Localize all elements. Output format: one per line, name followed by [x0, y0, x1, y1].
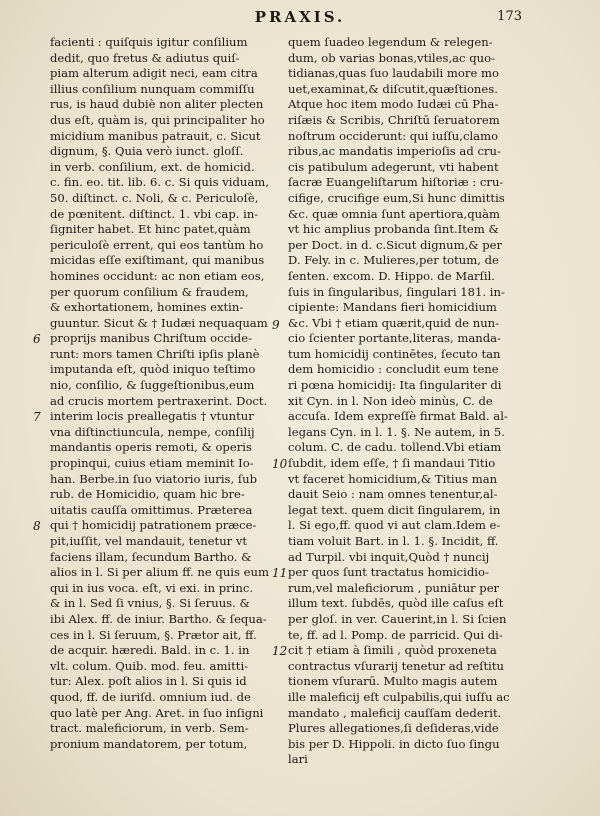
text-line: l. Si ego,ff. quod vi aut clam.Idem e-: [288, 518, 501, 533]
text-line: legat text. quem dicit ſingularem, in: [288, 502, 501, 517]
text-line: tidianas,quas ſuo laudabili more mo: [288, 66, 499, 81]
text-line: te, ff. ad l. Pomp. de parricid. Qui di-: [288, 627, 503, 642]
right-column: [288, 35, 520, 768]
margin-number-9: 9: [272, 318, 280, 332]
text-line: riſæis & Scribis, Chriſtū ſeruatorem: [288, 112, 500, 127]
text-line: cipiente: Mandans fieri homicidium: [288, 300, 497, 315]
margin-number-10: 10: [272, 457, 288, 471]
text-line: vt faceret homicidium,& Titius man: [288, 471, 498, 486]
text-line: per gloſ. in ver. Cauerint,in l. Si ſcien: [288, 611, 507, 626]
text-line: illius conſilium nunquam commiſſu: [50, 81, 255, 96]
text-line: ribus,ac mandatis imperioſis ad cru-: [288, 144, 501, 159]
margin-number-12: 12: [272, 644, 288, 658]
text-line: qui † homicidij patrationem præce-: [50, 518, 257, 533]
text-line: ſenten. excom. D. Hippo. de Marſil.: [288, 268, 495, 283]
text-line: qui in ius voca. eſt, vi exi. in princ.: [50, 580, 254, 595]
text-line: imputanda eſt, quòd iniquo teſtimo: [50, 362, 256, 377]
text-line: proprijs manibus Chriſtum occide-: [50, 331, 253, 346]
text-line: noſtrum occiderunt: qui iuſſu,clamo: [288, 128, 499, 143]
page-number: 173: [497, 9, 522, 24]
text-line: bis per D. Hippoli. in dicto ſuo ſingu: [288, 736, 500, 751]
text-line: ſuis in ſingularibus, ſingulari 181. in-: [288, 284, 505, 299]
text-line: mandato , maleficij cauſſam dederit.: [288, 705, 502, 720]
text-line: periculoſè errent, qui eos tantùm ho: [50, 237, 264, 252]
text-line: per quos ſunt tractatus homicidio-: [288, 565, 489, 580]
text-line: uitatis cauſſa omittimus. Præterea: [50, 502, 253, 517]
text-line: tiam voluit Bart. in l. 1. §. Incidit, ff.: [288, 534, 499, 548]
text-line: rum,vel maleficiorum , puniātur per: [288, 580, 500, 595]
text-line: legans Cyn. in l. 1. §. Ne autem, in 5.: [288, 424, 505, 439]
text-line: D. Fely. in c. Mulieres,per totum, de: [288, 253, 499, 268]
text-line: micidas eſſe exiſtimant, qui manibus: [50, 253, 265, 268]
text-line: & exhortationem, homines extin-: [50, 300, 244, 315]
text-line: dauit Seio : nam omnes tenentur,al-: [288, 487, 498, 502]
text-line: c. fin. eo. tit. lib. 6. c. Si quis viduam,: [50, 175, 269, 190]
text-line: ri pœna homicidij: Ita ſingulariter di: [288, 378, 502, 393]
text-line: rub. de Homicidio, quam hic bre-: [50, 487, 245, 502]
text-line: quo latè per Ang. Aret. in ſuo inſigni: [50, 705, 264, 720]
text-line: dem homicidio : concludit eum tene: [288, 362, 499, 377]
text-line: facienti : quiſquis igitur conſilium: [50, 35, 248, 49]
text-line: pit,iuſſit, vel mandauit, tenetur vt: [50, 534, 248, 548]
text-line: homines occidunt: ac non etiam eos,: [50, 268, 265, 283]
text-line: uet,examinat,& diſcutit,quæſtiones.: [288, 81, 498, 96]
text-line: interim locis preallegatis † vtuntur: [50, 409, 254, 424]
margin-number-6: 6: [33, 332, 41, 346]
text-line: quem ſuadeo legendum & relegen-: [288, 35, 493, 49]
text-line: nio, conſilio, & ſuggeſtionibus,eum: [50, 378, 255, 393]
text-line: tur: Alex. poſt alios in l. Si quis id: [50, 674, 247, 689]
text-line: lari: [288, 752, 308, 767]
text-line: contractus vſurarij tenetur ad reſtitu: [288, 658, 505, 673]
text-line: cifige, crucifige eum,Si hunc dimittis: [288, 190, 505, 205]
text-line: dedit, quo fretus & adiutus quiſ-: [50, 50, 240, 65]
text-line: cis patibulum adegerunt, vti habent: [288, 159, 499, 174]
text-line: ibi Alex. ff. de iniur. Bartho. & ſequa-: [50, 611, 267, 626]
text-line: colum. C. de cadu. tollend.Vbi etiam: [288, 440, 502, 455]
margin-number-7: 7: [33, 410, 41, 424]
text-line: tract. maleficiorum, in verb. Sem-: [50, 721, 249, 736]
text-line: ad Turpil. vbi inquit,Quòd † nunciј: [288, 549, 490, 564]
text-line: &c. Vbi † etiam quærit,quid de nun-: [288, 315, 500, 330]
text-line: ſacræ Euangeliſtarum hiſtoriæ : cru-: [288, 175, 504, 190]
running-head: PRAXIS.: [254, 8, 346, 26]
text-line: runt: mors tamen Chriſti ipſis planè: [50, 346, 260, 361]
text-line: ces in l. Si ſeruum, §. Prætor ait, ff.: [50, 627, 257, 642]
text-line: piam alterum adigit neci, eam citra: [50, 66, 258, 81]
text-line: faciens illam, ſecundum Bartho. &: [50, 549, 252, 564]
text-line: per quorum conſilium & fraudem,: [50, 284, 249, 299]
text-line: xit Cyn. in l. Non ideò minùs, C. de: [288, 393, 493, 408]
left-column: [50, 35, 282, 752]
text-line: vlt. colum. Quib. mod. feu. amitti-: [50, 658, 249, 673]
text-line: dignum, §. Quia verò iunct. gloſſ.: [50, 144, 244, 159]
text-line: ad crucis mortem pertraxerint. Doct.: [50, 393, 268, 408]
text-line: ille maleficij eſt culpabilis,qui iuſſu ac: [288, 689, 510, 704]
text-line: mandantis operis remoti, & operis: [50, 440, 252, 455]
text-line: guuntur. Sicut & † Iudæi nequaquam: [50, 315, 268, 330]
text-line: ſubdit, idem eſſe, † ſi mandaui Titio: [288, 456, 496, 471]
text-line: propinqui, cuius etiam meminit Io-: [50, 456, 254, 471]
text-line: Plures allegationes,ſi deſideras,vide: [288, 721, 499, 736]
text-line: quod, ff. de iuriſd. omnium iud. de: [50, 689, 251, 704]
text-line: Atque hoc item modo Iudæi cū Pha-: [288, 97, 499, 112]
text-line: cit † etiam à ſimili , quòd proxeneta: [288, 643, 497, 658]
text-line: illum text. ſubdēs, quòd ille caſus eſt: [288, 596, 504, 611]
page-header: [0, 6, 600, 32]
text-line: cio ſcienter portante,literas, manda-: [288, 331, 501, 346]
text-line: tionem vſurarū. Multo magis autem: [288, 674, 498, 689]
text-line: micidium manibus patrauit, c. Sicut: [50, 128, 261, 143]
text-line: rus, is haud dubiè non aliter plecten: [50, 97, 264, 112]
text-line: 50. diſtinct. c. Noli, & c. Periculoſè,: [50, 190, 259, 205]
text-line: & in l. Sed ſi vnius, §. Si ſeruus. &: [50, 596, 250, 611]
text-line: han. Berbe.in ſuo viatorio iuris, ſub: [50, 471, 258, 486]
margin-number-8: 8: [33, 519, 41, 533]
text-line: pronium mandatorem, per totum,: [50, 736, 248, 751]
text-line: alios in l. Si per alium ff. ne quis eum: [50, 565, 269, 580]
text-line: in verb. conſilium, ext. de homicid.: [50, 159, 255, 174]
margin-number-11: 11: [272, 566, 288, 580]
text-line: accuſa. Idem expreſſè firmat Bald. al-: [288, 409, 508, 424]
text-line: tum homicidij continētes, ſecuto tan: [288, 346, 501, 361]
text-line: dum, ob varias bonas,vtiles,ac quo-: [288, 50, 496, 65]
text-line: per Doct. in d. c.Sicut dignum,& per: [288, 237, 503, 252]
text-line: ſigniter habet. Et hinc patet,quàm: [50, 222, 251, 237]
text-line: vna diſtinctiuncula, nempe, conſilij: [50, 424, 255, 439]
text-line: de pœnitent. diſtinct. 1. vbi cap. in-: [50, 206, 259, 221]
text-line: de acquir. hæredi. Bald. in c. 1. in: [50, 643, 250, 658]
text-line: vt hic amplius probanda ſint.Item &: [288, 222, 499, 237]
text-line: dus eſt, quàm is, qui principaliter ho: [50, 112, 265, 127]
text-line: &c. quæ omnia ſunt apertiora,quàm: [288, 206, 500, 221]
